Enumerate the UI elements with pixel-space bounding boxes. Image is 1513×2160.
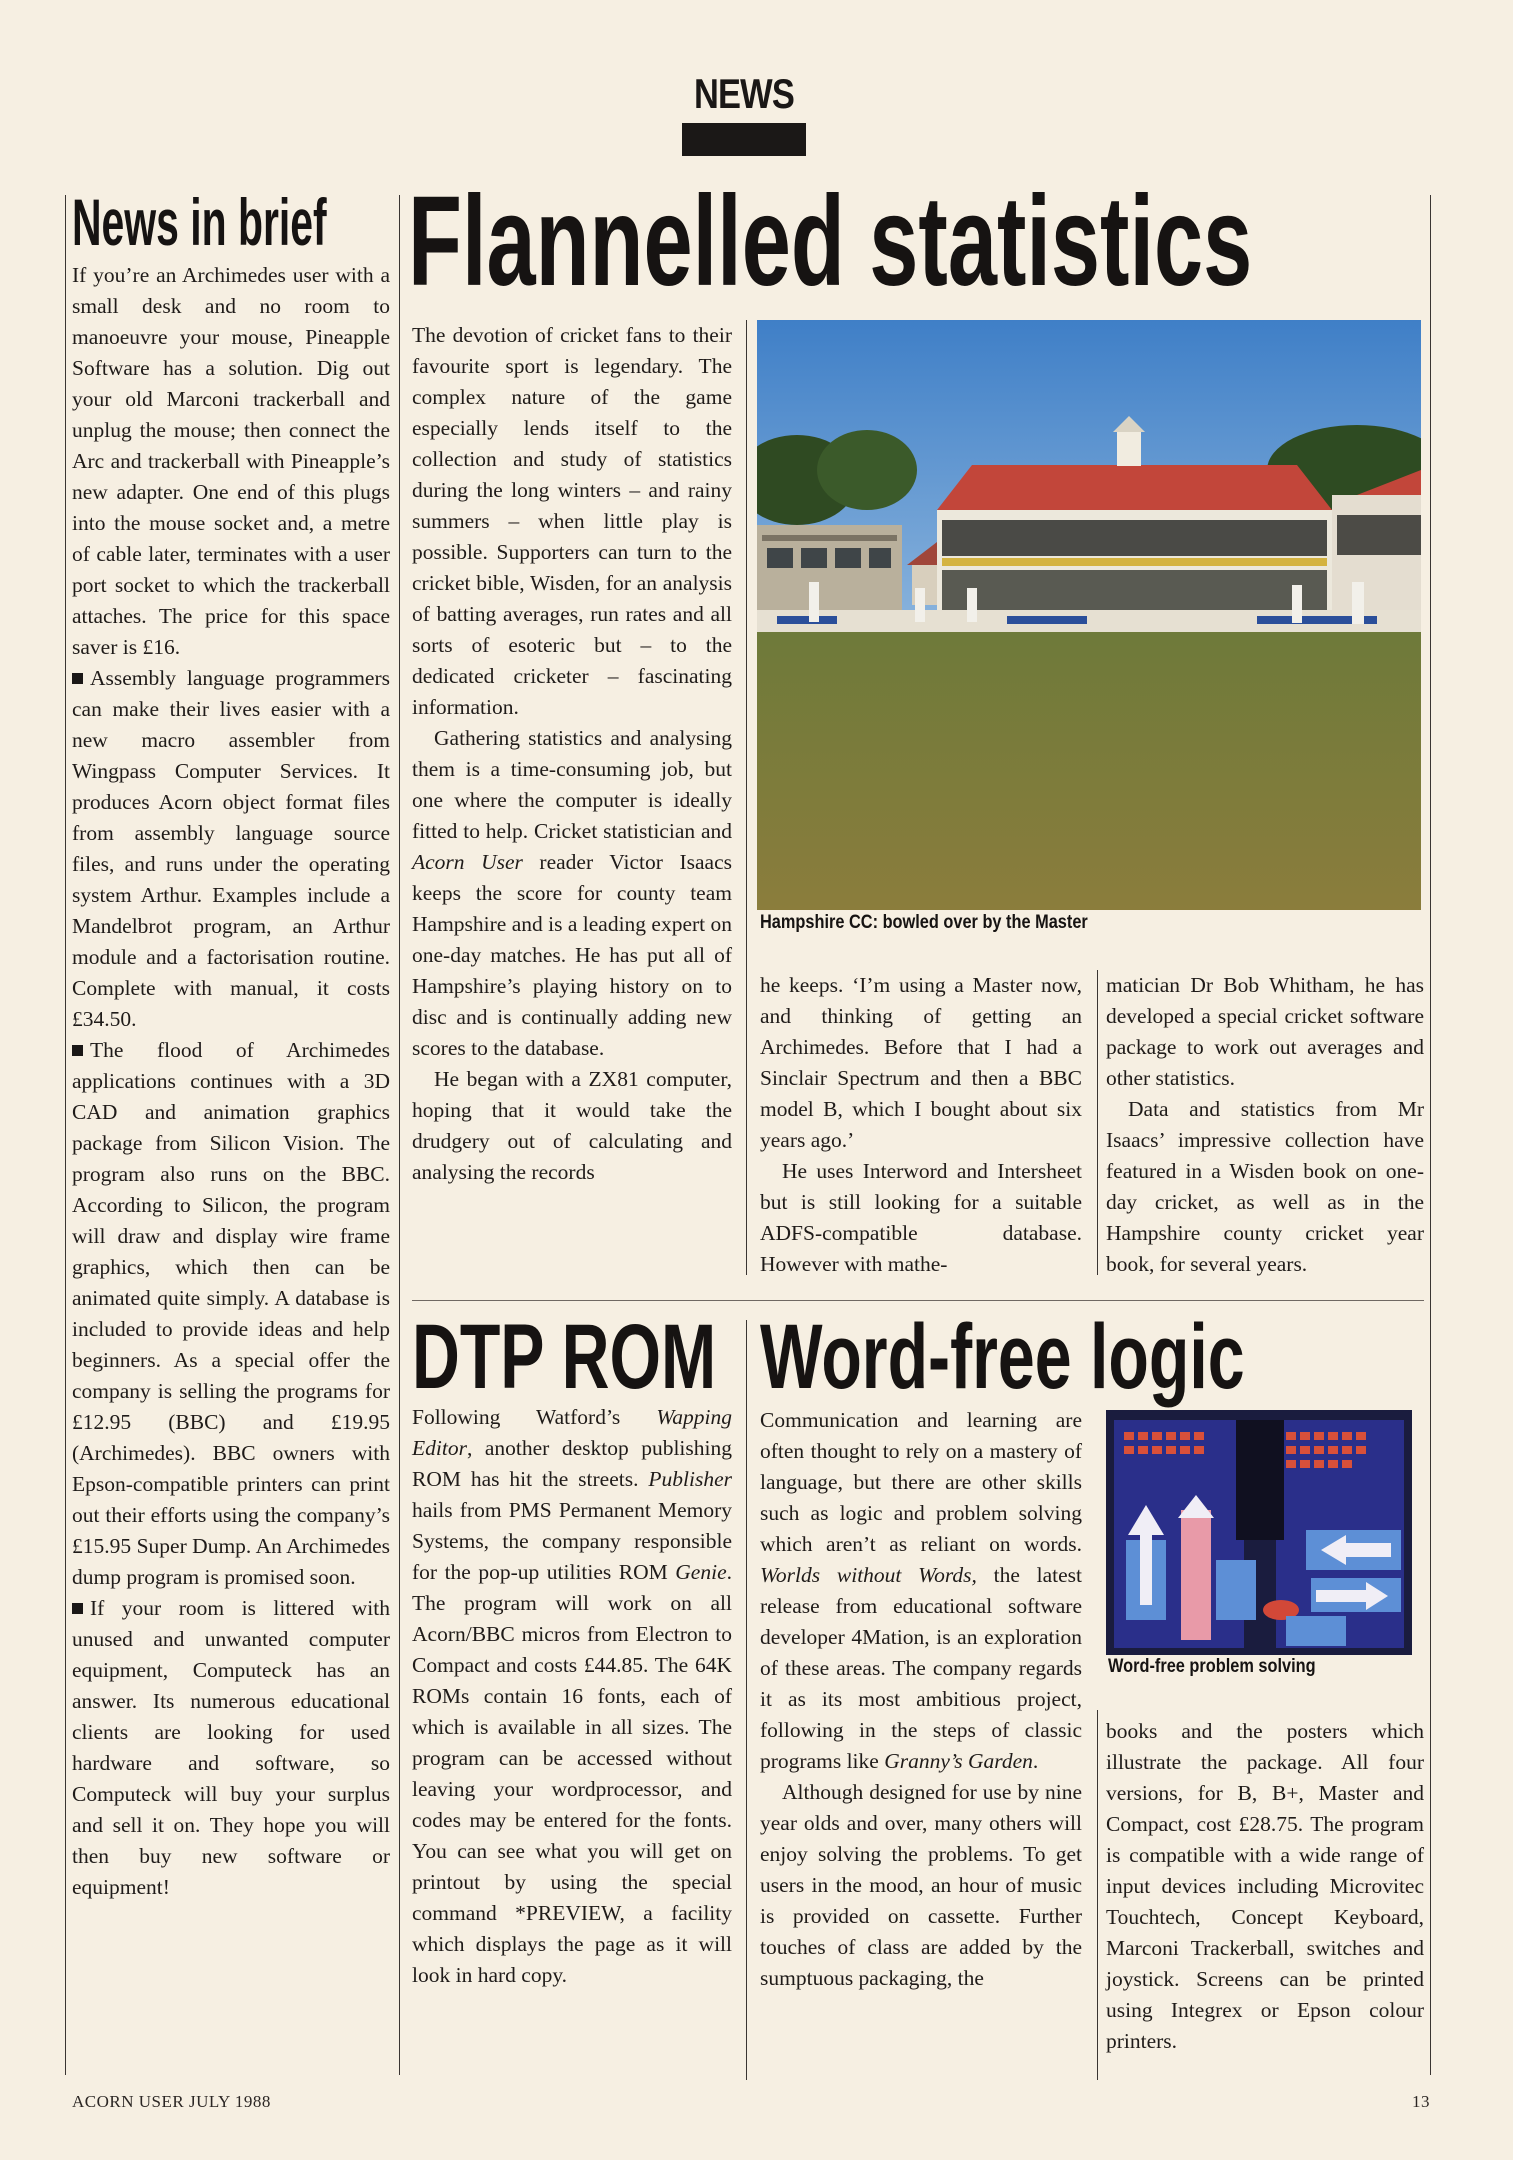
- flannelled-paragraph-2: Gathering statistics and analysing them is a time-consuming job, but one where the computer is ideally fitted to help. Cricket statistician and Acorn User reader Victor Isaacs keeps the score for county team Hampshire and is a leading expert on one-day matches. He has put all of Hampshire’s playing history on to disc and is continually adding new scores to the database.: [412, 726, 733, 1060]
- footer-publication: ACORN USER JULY 1988: [72, 2092, 271, 2111]
- column-rule-1: [399, 195, 400, 2075]
- dtp-paragraph: Following Watford’s Wapping Editor, another desktop publishing ROM has hit the streets. Publisher hails from PMS Permanent Memory Systems, the company responsible for the pop-up utilities ROM Genie. The program will work on all Acorn/BBC micros from Electron to Compact and costs £44.85. The 64K ROMs contain 16 fonts, each of which is available in all sizes. The program can be accessed without leaving your wordprocessor, and codes may be entered for the fonts. You can see what you will get on printout by using the special command *PREVIEW, a facility which displays the page as it will look in hard copy.: [412, 1405, 732, 1987]
- flannelled-paragraph-4: he keeps. ‘I’m using a Master now, and thinking of getting an Archimedes. Before that I had a Sinclair Spectrum and then a BBC model B, which I bought about six years ago.’: [760, 973, 1082, 1152]
- flannelled-column-2: [760, 970, 1082, 1280]
- dtp-rom-headline: DTP ROM: [412, 1306, 717, 1408]
- bullet-icon: [72, 1045, 83, 1056]
- word-free-column-1: [760, 1405, 1082, 1994]
- dtp-rom-body: [412, 1402, 732, 1991]
- column-rule-4: [746, 1320, 747, 2080]
- flannelled-paragraph-5: He uses Interword and Intersheet but is still looking for a suitable ADFS-compatible database. However with mathe-: [760, 1159, 1082, 1276]
- word-free-caption: Word-free problem solving: [1108, 1656, 1316, 1677]
- word-free-paragraph-1: Communication and learning are often thought to rely on a mastery of language, but there are other skills such as logic and problem solving which aren’t as reliant on words. Worlds without Words, the latest release from educational software developer 4Mation, is an exploration of these areas. The company regards it as its most ambitious project, following in the steps of classic programs like Granny’s Garden.: [760, 1408, 1083, 1773]
- cricket-photo-svg: [757, 320, 1421, 910]
- section-label: NEWS: [693, 70, 795, 117]
- column-rule-3: [1097, 970, 1098, 1275]
- brief-paragraph-2: Assembly language programmers can make their lives easier with a new macro assembler from Wingpass Computer Services. It produces Acorn object format files from assembly language source files, and runs under the operating system Arthur. Examples include a Mandelbrot program, an Arthur module and a factorisation routine. Complete with manual, it costs £34.50.: [72, 666, 390, 1031]
- news-in-brief-headline: News in brief: [72, 185, 327, 259]
- news-in-brief-body: [72, 260, 390, 1903]
- section-bar: [682, 123, 806, 156]
- brief-paragraph-1: If you’re an Archimedes user with a small desk and no room to manoeuvre your mouse, Pineapple Software has a solution. Dig out your old Marconi trackerball and unplug the mouse; then connect the Arc and trackerball with Pineapple’s new adapter. One end of this plugs into the mouse socket and, a metre of cable later, terminates with a user port socket to which the trackerball attaches. The price for this space saver is £16.: [72, 263, 390, 659]
- footer-page-number: 13: [1412, 2092, 1430, 2111]
- flannelled-paragraph-6: matician Dr Bob Whitham, he has developed a special cricket software package to work out averages and other statistics.: [1106, 973, 1424, 1090]
- cricket-ground-photo: [757, 320, 1421, 910]
- cricket-photo-caption: Hampshire CC: bowled over by the Master: [760, 912, 1088, 933]
- flannelled-column-3: [1106, 970, 1424, 1280]
- section-divider: [412, 1300, 1424, 1301]
- column-rule-5: [1097, 1710, 1098, 2080]
- flannelled-column-1: [412, 320, 732, 1188]
- brief-paragraph-3: The flood of Archimedes applications continues with a 3D CAD and animation graphics package from Silicon Vision. The program also runs on the BBC. According to Silicon, the program will draw and display wire frame graphics, which then can be animated quite simply. A database is included to provide ideas and help beginners. As a special offer the company is selling the programs for £12.95 (BBC) and £19.95 (Archimedes). BBC owners with Epson-compatible printers can print out their efforts using the company’s £15.95 Super Dump. An Archimedes dump program is promised soon.: [72, 1038, 390, 1589]
- bullet-icon: [72, 1603, 83, 1614]
- flannelled-paragraph-1: The devotion of cricket fans to their favourite sport is legendary. The complex nature of the game especially lends itself to the collection and study of statistics during the long winters – and rainy summers – when little play is possible. Supporters can turn to the cricket bible, Wisden, for an analysis of batting averages, run rates and all sorts of esoteric but – to the dedicated cricketer – fascinating information.: [412, 323, 732, 719]
- word-free-paragraph-3: books and the posters which illustrate the package. All four versions, for B, B+, Master and Compact, cost £28.75. The program is compatible with a wide range of input devices including Microvitec Touchtech, Concept Keyboard, Marconi Trackerball, switches and joystick. Screens can be printed using Integrex or Epson colour printers.: [1106, 1719, 1424, 2053]
- right-edge-rule: [1430, 195, 1431, 2075]
- flannelled-paragraph-3: He began with a ZX81 computer, hoping that it would take the drudgery out of calculating and analysing the records: [412, 1067, 732, 1184]
- flannelled-paragraph-7: Data and statistics from Mr Isaacs’ impressive collection have featured in a Wisden book on one-day cricket, as well as in the Hampshire county cricket year book, for several years.: [1106, 1097, 1424, 1276]
- game-screen-svg: [1106, 1410, 1412, 1655]
- word-free-screenshot: [1106, 1410, 1412, 1655]
- word-free-headline: Word-free logic: [760, 1306, 1245, 1408]
- word-free-paragraph-2: Although designed for use by nine year olds and over, many others will enjoy solving the problems. To get users in the mood, an hour of music is provided on cassette. Further touches of class are added by the sumptuous packaging, the: [760, 1780, 1082, 1990]
- brief-paragraph-4: If your room is littered with unused and unwanted computer equipment, Computeck has an answer. Its numerous educational clients are looking for used hardware and software, so Computeck will buy your surplus and sell it on. They hope you will then buy new software or equipment!: [72, 1596, 390, 1899]
- flannelled-headline: Flannelled statistics: [408, 170, 1253, 313]
- word-free-column-2: [1106, 1716, 1424, 2057]
- column-rule-2: [746, 320, 747, 1275]
- bullet-icon: [72, 673, 83, 684]
- left-column-rule: [65, 195, 66, 2075]
